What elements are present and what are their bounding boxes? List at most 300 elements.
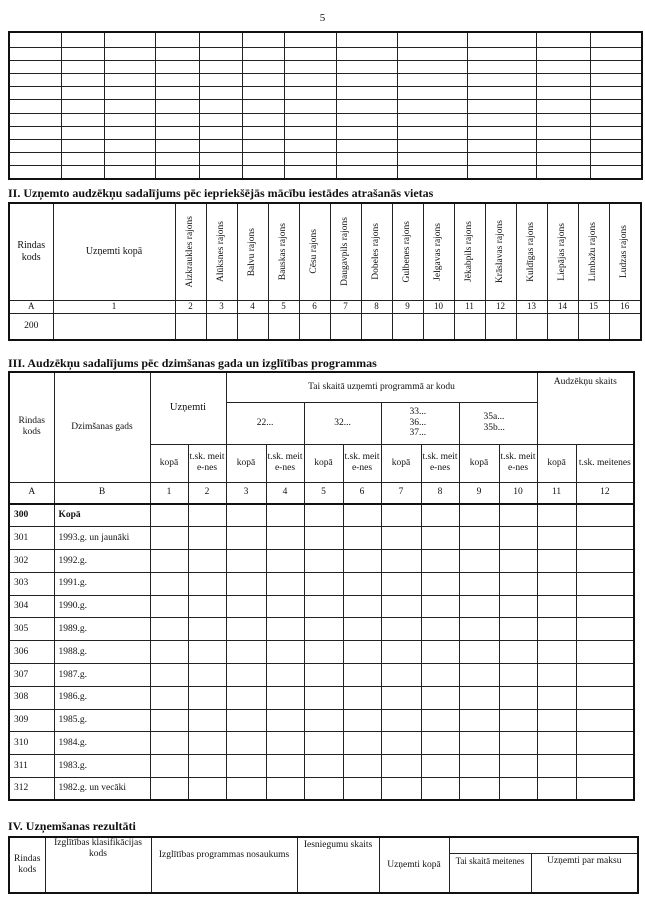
blank-cell[interactable] xyxy=(284,113,336,126)
blank-cell[interactable] xyxy=(242,74,284,87)
blank-cell[interactable] xyxy=(536,74,590,87)
s3-cell[interactable] xyxy=(304,527,343,550)
s3-cell[interactable] xyxy=(381,664,421,687)
s3-cell[interactable] xyxy=(343,595,381,618)
s3-cell[interactable] xyxy=(537,641,576,664)
blank-cell[interactable] xyxy=(336,47,397,60)
s3-cell[interactable] xyxy=(537,664,576,687)
s3-cell[interactable] xyxy=(537,504,576,527)
s3-cell[interactable] xyxy=(188,618,226,641)
blank-cell[interactable] xyxy=(397,153,467,166)
s3-cell[interactable] xyxy=(576,527,634,550)
blank-cell[interactable] xyxy=(336,113,397,126)
s3-cell[interactable] xyxy=(150,550,188,573)
s2-cell[interactable] xyxy=(237,313,268,340)
blank-cell[interactable] xyxy=(199,32,242,47)
s3-cell[interactable] xyxy=(576,686,634,709)
s3-cell[interactable] xyxy=(499,709,537,732)
blank-cell[interactable] xyxy=(155,139,199,152)
s3-cell[interactable] xyxy=(343,664,381,687)
blank-cell[interactable] xyxy=(467,113,536,126)
s3-cell[interactable] xyxy=(343,504,381,527)
blank-cell[interactable] xyxy=(104,153,155,166)
blank-cell[interactable] xyxy=(9,87,61,100)
s3-cell[interactable] xyxy=(499,755,537,778)
blank-cell[interactable] xyxy=(61,32,104,47)
s3-cell[interactable] xyxy=(459,595,499,618)
s2-cell[interactable] xyxy=(299,313,330,340)
s3-cell[interactable] xyxy=(188,778,226,801)
s3-cell[interactable] xyxy=(226,686,266,709)
s3-cell[interactable] xyxy=(266,755,304,778)
s3-cell[interactable] xyxy=(499,550,537,573)
s3-cell[interactable] xyxy=(188,686,226,709)
s2-cell[interactable] xyxy=(268,313,299,340)
blank-cell[interactable] xyxy=(284,153,336,166)
blank-cell[interactable] xyxy=(336,100,397,113)
s3-cell[interactable] xyxy=(266,732,304,755)
s3-cell[interactable] xyxy=(150,664,188,687)
blank-cell[interactable] xyxy=(155,153,199,166)
blank-cell[interactable] xyxy=(397,47,467,60)
s3-cell[interactable] xyxy=(266,664,304,687)
blank-cell[interactable] xyxy=(467,60,536,73)
blank-cell[interactable] xyxy=(155,32,199,47)
s3-cell[interactable] xyxy=(266,709,304,732)
blank-cell[interactable] xyxy=(590,32,642,47)
blank-cell[interactable] xyxy=(155,47,199,60)
s2-cell[interactable] xyxy=(53,313,175,340)
s3-cell[interactable] xyxy=(188,550,226,573)
s3-cell[interactable] xyxy=(459,709,499,732)
s3-cell[interactable] xyxy=(266,572,304,595)
s3-cell[interactable] xyxy=(150,778,188,801)
s3-cell[interactable] xyxy=(499,504,537,527)
blank-cell[interactable] xyxy=(61,60,104,73)
s3-cell[interactable] xyxy=(150,755,188,778)
blank-cell[interactable] xyxy=(336,139,397,152)
blank-cell[interactable] xyxy=(61,139,104,152)
blank-cell[interactable] xyxy=(397,100,467,113)
s3-cell[interactable] xyxy=(266,595,304,618)
s3-cell[interactable] xyxy=(421,527,459,550)
s3-cell[interactable] xyxy=(150,641,188,664)
blank-cell[interactable] xyxy=(199,87,242,100)
s3-cell[interactable] xyxy=(381,618,421,641)
s3-cell[interactable] xyxy=(188,595,226,618)
blank-cell[interactable] xyxy=(467,126,536,139)
s3-cell[interactable] xyxy=(188,664,226,687)
blank-cell[interactable] xyxy=(242,100,284,113)
blank-cell[interactable] xyxy=(199,139,242,152)
s3-cell[interactable] xyxy=(537,595,576,618)
s3-cell[interactable] xyxy=(499,641,537,664)
s3-cell[interactable] xyxy=(421,641,459,664)
s3-cell[interactable] xyxy=(576,618,634,641)
s3-cell[interactable] xyxy=(421,618,459,641)
s3-cell[interactable] xyxy=(226,778,266,801)
s3-cell[interactable] xyxy=(304,550,343,573)
s2-cell[interactable] xyxy=(609,313,641,340)
blank-cell[interactable] xyxy=(155,166,199,179)
blank-cell[interactable] xyxy=(61,47,104,60)
s3-cell[interactable] xyxy=(150,618,188,641)
s3-cell[interactable] xyxy=(226,572,266,595)
s3-cell[interactable] xyxy=(421,709,459,732)
s3-cell[interactable] xyxy=(576,504,634,527)
s3-cell[interactable] xyxy=(304,778,343,801)
s3-cell[interactable] xyxy=(226,595,266,618)
s3-cell[interactable] xyxy=(459,732,499,755)
s2-cell[interactable] xyxy=(516,313,547,340)
blank-cell[interactable] xyxy=(536,47,590,60)
blank-cell[interactable] xyxy=(155,87,199,100)
blank-cell[interactable] xyxy=(467,32,536,47)
blank-cell[interactable] xyxy=(199,166,242,179)
blank-cell[interactable] xyxy=(397,139,467,152)
blank-cell[interactable] xyxy=(199,153,242,166)
s3-cell[interactable] xyxy=(459,686,499,709)
blank-cell[interactable] xyxy=(155,113,199,126)
blank-cell[interactable] xyxy=(242,113,284,126)
s3-cell[interactable] xyxy=(381,504,421,527)
blank-cell[interactable] xyxy=(61,166,104,179)
blank-cell[interactable] xyxy=(397,113,467,126)
blank-cell[interactable] xyxy=(199,74,242,87)
s3-cell[interactable] xyxy=(188,527,226,550)
blank-cell[interactable] xyxy=(467,47,536,60)
blank-cell[interactable] xyxy=(536,113,590,126)
s3-cell[interactable] xyxy=(304,664,343,687)
blank-cell[interactable] xyxy=(9,60,61,73)
s3-cell[interactable] xyxy=(150,504,188,527)
s3-cell[interactable] xyxy=(499,618,537,641)
s3-cell[interactable] xyxy=(421,504,459,527)
s3-cell[interactable] xyxy=(304,641,343,664)
blank-cell[interactable] xyxy=(155,100,199,113)
s3-cell[interactable] xyxy=(459,664,499,687)
s3-cell[interactable] xyxy=(459,572,499,595)
s3-cell[interactable] xyxy=(266,778,304,801)
s3-cell[interactable] xyxy=(304,504,343,527)
s3-cell[interactable] xyxy=(537,755,576,778)
s3-cell[interactable] xyxy=(421,778,459,801)
blank-cell[interactable] xyxy=(284,166,336,179)
blank-cell[interactable] xyxy=(104,113,155,126)
blank-cell[interactable] xyxy=(590,87,642,100)
s2-cell[interactable] xyxy=(454,313,485,340)
blank-cell[interactable] xyxy=(199,113,242,126)
blank-cell[interactable] xyxy=(590,166,642,179)
blank-cell[interactable] xyxy=(536,166,590,179)
s3-cell[interactable] xyxy=(576,755,634,778)
blank-cell[interactable] xyxy=(9,74,61,87)
blank-cell[interactable] xyxy=(104,126,155,139)
s2-cell[interactable] xyxy=(361,313,392,340)
s3-cell[interactable] xyxy=(421,572,459,595)
blank-cell[interactable] xyxy=(9,139,61,152)
s3-cell[interactable] xyxy=(576,550,634,573)
blank-cell[interactable] xyxy=(242,87,284,100)
s3-cell[interactable] xyxy=(266,527,304,550)
s3-cell[interactable] xyxy=(459,527,499,550)
s3-cell[interactable] xyxy=(343,572,381,595)
blank-cell[interactable] xyxy=(284,74,336,87)
s3-cell[interactable] xyxy=(343,618,381,641)
blank-cell[interactable] xyxy=(336,60,397,73)
blank-cell[interactable] xyxy=(590,126,642,139)
blank-cell[interactable] xyxy=(590,74,642,87)
s3-cell[interactable] xyxy=(499,572,537,595)
s3-cell[interactable] xyxy=(537,778,576,801)
blank-cell[interactable] xyxy=(61,100,104,113)
blank-cell[interactable] xyxy=(61,74,104,87)
blank-cell[interactable] xyxy=(9,166,61,179)
s3-cell[interactable] xyxy=(576,709,634,732)
blank-cell[interactable] xyxy=(336,126,397,139)
s3-cell[interactable] xyxy=(343,527,381,550)
s3-cell[interactable] xyxy=(421,550,459,573)
s3-cell[interactable] xyxy=(343,550,381,573)
s3-cell[interactable] xyxy=(226,664,266,687)
blank-cell[interactable] xyxy=(61,153,104,166)
blank-cell[interactable] xyxy=(336,32,397,47)
blank-cell[interactable] xyxy=(199,47,242,60)
s3-cell[interactable] xyxy=(150,595,188,618)
blank-cell[interactable] xyxy=(9,47,61,60)
s3-cell[interactable] xyxy=(381,732,421,755)
blank-cell[interactable] xyxy=(284,100,336,113)
s3-cell[interactable] xyxy=(421,595,459,618)
blank-cell[interactable] xyxy=(467,153,536,166)
s3-cell[interactable] xyxy=(459,504,499,527)
blank-cell[interactable] xyxy=(242,32,284,47)
blank-cell[interactable] xyxy=(536,126,590,139)
blank-cell[interactable] xyxy=(9,153,61,166)
s3-cell[interactable] xyxy=(343,709,381,732)
blank-cell[interactable] xyxy=(467,166,536,179)
s3-cell[interactable] xyxy=(226,641,266,664)
s3-cell[interactable] xyxy=(421,732,459,755)
blank-cell[interactable] xyxy=(104,47,155,60)
s3-cell[interactable] xyxy=(421,686,459,709)
blank-cell[interactable] xyxy=(242,166,284,179)
s2-cell[interactable] xyxy=(578,313,609,340)
s3-cell[interactable] xyxy=(537,709,576,732)
s3-cell[interactable] xyxy=(304,595,343,618)
s3-cell[interactable] xyxy=(226,527,266,550)
s3-cell[interactable] xyxy=(499,595,537,618)
blank-cell[interactable] xyxy=(104,32,155,47)
blank-cell[interactable] xyxy=(199,100,242,113)
s3-cell[interactable] xyxy=(343,755,381,778)
s3-cell[interactable] xyxy=(421,755,459,778)
blank-cell[interactable] xyxy=(9,113,61,126)
s3-cell[interactable] xyxy=(188,504,226,527)
s3-cell[interactable] xyxy=(381,572,421,595)
s3-cell[interactable] xyxy=(188,572,226,595)
s3-cell[interactable] xyxy=(381,709,421,732)
blank-cell[interactable] xyxy=(242,126,284,139)
blank-cell[interactable] xyxy=(155,74,199,87)
blank-cell[interactable] xyxy=(284,139,336,152)
blank-cell[interactable] xyxy=(536,139,590,152)
blank-cell[interactable] xyxy=(284,126,336,139)
s3-cell[interactable] xyxy=(421,664,459,687)
blank-cell[interactable] xyxy=(590,139,642,152)
s3-cell[interactable] xyxy=(576,778,634,801)
blank-cell[interactable] xyxy=(104,74,155,87)
blank-cell[interactable] xyxy=(590,60,642,73)
s3-cell[interactable] xyxy=(499,778,537,801)
s3-cell[interactable] xyxy=(381,550,421,573)
s3-cell[interactable] xyxy=(576,595,634,618)
s3-cell[interactable] xyxy=(266,641,304,664)
blank-cell[interactable] xyxy=(199,126,242,139)
blank-cell[interactable] xyxy=(397,74,467,87)
blank-cell[interactable] xyxy=(590,153,642,166)
blank-cell[interactable] xyxy=(336,166,397,179)
s3-cell[interactable] xyxy=(304,732,343,755)
s3-cell[interactable] xyxy=(343,778,381,801)
s3-cell[interactable] xyxy=(304,755,343,778)
blank-cell[interactable] xyxy=(155,126,199,139)
s2-cell[interactable] xyxy=(547,313,578,340)
blank-cell[interactable] xyxy=(590,47,642,60)
s3-cell[interactable] xyxy=(188,709,226,732)
blank-cell[interactable] xyxy=(104,139,155,152)
blank-cell[interactable] xyxy=(9,126,61,139)
blank-cell[interactable] xyxy=(397,32,467,47)
s3-cell[interactable] xyxy=(381,641,421,664)
s3-cell[interactable] xyxy=(381,595,421,618)
blank-cell[interactable] xyxy=(155,60,199,73)
s3-cell[interactable] xyxy=(226,550,266,573)
blank-cell[interactable] xyxy=(242,153,284,166)
s3-cell[interactable] xyxy=(459,755,499,778)
blank-cell[interactable] xyxy=(104,60,155,73)
s3-cell[interactable] xyxy=(266,686,304,709)
blank-cell[interactable] xyxy=(467,74,536,87)
blank-cell[interactable] xyxy=(536,153,590,166)
s3-cell[interactable] xyxy=(537,618,576,641)
s3-cell[interactable] xyxy=(576,572,634,595)
s2-cell[interactable] xyxy=(330,313,361,340)
s3-cell[interactable] xyxy=(537,527,576,550)
s3-cell[interactable] xyxy=(459,618,499,641)
blank-cell[interactable] xyxy=(61,87,104,100)
s3-cell[interactable] xyxy=(537,686,576,709)
blank-cell[interactable] xyxy=(199,60,242,73)
blank-cell[interactable] xyxy=(467,100,536,113)
s2-cell[interactable] xyxy=(423,313,454,340)
s2-cell[interactable] xyxy=(392,313,423,340)
s3-cell[interactable] xyxy=(576,664,634,687)
blank-cell[interactable] xyxy=(104,166,155,179)
s3-cell[interactable] xyxy=(343,732,381,755)
s3-cell[interactable] xyxy=(150,732,188,755)
s3-cell[interactable] xyxy=(150,572,188,595)
blank-cell[interactable] xyxy=(590,100,642,113)
s3-cell[interactable] xyxy=(226,755,266,778)
s3-cell[interactable] xyxy=(150,527,188,550)
s3-cell[interactable] xyxy=(226,732,266,755)
s3-cell[interactable] xyxy=(188,755,226,778)
s3-cell[interactable] xyxy=(343,641,381,664)
s3-cell[interactable] xyxy=(576,732,634,755)
s3-cell[interactable] xyxy=(381,755,421,778)
blank-cell[interactable] xyxy=(242,139,284,152)
blank-cell[interactable] xyxy=(536,87,590,100)
s3-cell[interactable] xyxy=(266,550,304,573)
blank-cell[interactable] xyxy=(9,100,61,113)
s3-cell[interactable] xyxy=(459,778,499,801)
blank-cell[interactable] xyxy=(590,113,642,126)
s3-cell[interactable] xyxy=(304,618,343,641)
blank-cell[interactable] xyxy=(397,126,467,139)
s3-cell[interactable] xyxy=(499,732,537,755)
s3-cell[interactable] xyxy=(188,641,226,664)
s3-cell[interactable] xyxy=(499,664,537,687)
blank-cell[interactable] xyxy=(284,87,336,100)
s2-cell[interactable] xyxy=(175,313,206,340)
s3-cell[interactable] xyxy=(343,686,381,709)
s3-cell[interactable] xyxy=(381,686,421,709)
s3-cell[interactable] xyxy=(266,618,304,641)
s3-cell[interactable] xyxy=(188,732,226,755)
blank-cell[interactable] xyxy=(284,32,336,47)
blank-cell[interactable] xyxy=(104,87,155,100)
s3-cell[interactable] xyxy=(150,686,188,709)
s3-cell[interactable] xyxy=(576,641,634,664)
s3-cell[interactable] xyxy=(304,686,343,709)
s2-cell[interactable] xyxy=(485,313,516,340)
blank-cell[interactable] xyxy=(536,100,590,113)
blank-cell[interactable] xyxy=(397,166,467,179)
blank-cell[interactable] xyxy=(284,47,336,60)
s3-cell[interactable] xyxy=(459,641,499,664)
s2-cell[interactable] xyxy=(206,313,237,340)
blank-cell[interactable] xyxy=(336,74,397,87)
s3-cell[interactable] xyxy=(226,618,266,641)
blank-cell[interactable] xyxy=(9,32,61,47)
blank-cell[interactable] xyxy=(467,139,536,152)
s3-cell[interactable] xyxy=(537,550,576,573)
s3-cell[interactable] xyxy=(537,572,576,595)
blank-cell[interactable] xyxy=(61,113,104,126)
s3-cell[interactable] xyxy=(499,686,537,709)
s3-cell[interactable] xyxy=(459,550,499,573)
s3-cell[interactable] xyxy=(226,709,266,732)
s3-cell[interactable] xyxy=(226,504,266,527)
s3-cell[interactable] xyxy=(150,709,188,732)
blank-cell[interactable] xyxy=(397,87,467,100)
blank-cell[interactable] xyxy=(397,60,467,73)
blank-cell[interactable] xyxy=(536,60,590,73)
blank-cell[interactable] xyxy=(336,87,397,100)
blank-cell[interactable] xyxy=(242,47,284,60)
blank-cell[interactable] xyxy=(61,126,104,139)
s3-cell[interactable] xyxy=(304,709,343,732)
s3-cell[interactable] xyxy=(537,732,576,755)
s3-cell[interactable] xyxy=(381,527,421,550)
blank-cell[interactable] xyxy=(467,87,536,100)
s3-cell[interactable] xyxy=(266,504,304,527)
s3-cell[interactable] xyxy=(381,778,421,801)
s3-cell[interactable] xyxy=(499,527,537,550)
blank-cell[interactable] xyxy=(284,60,336,73)
blank-cell[interactable] xyxy=(104,100,155,113)
